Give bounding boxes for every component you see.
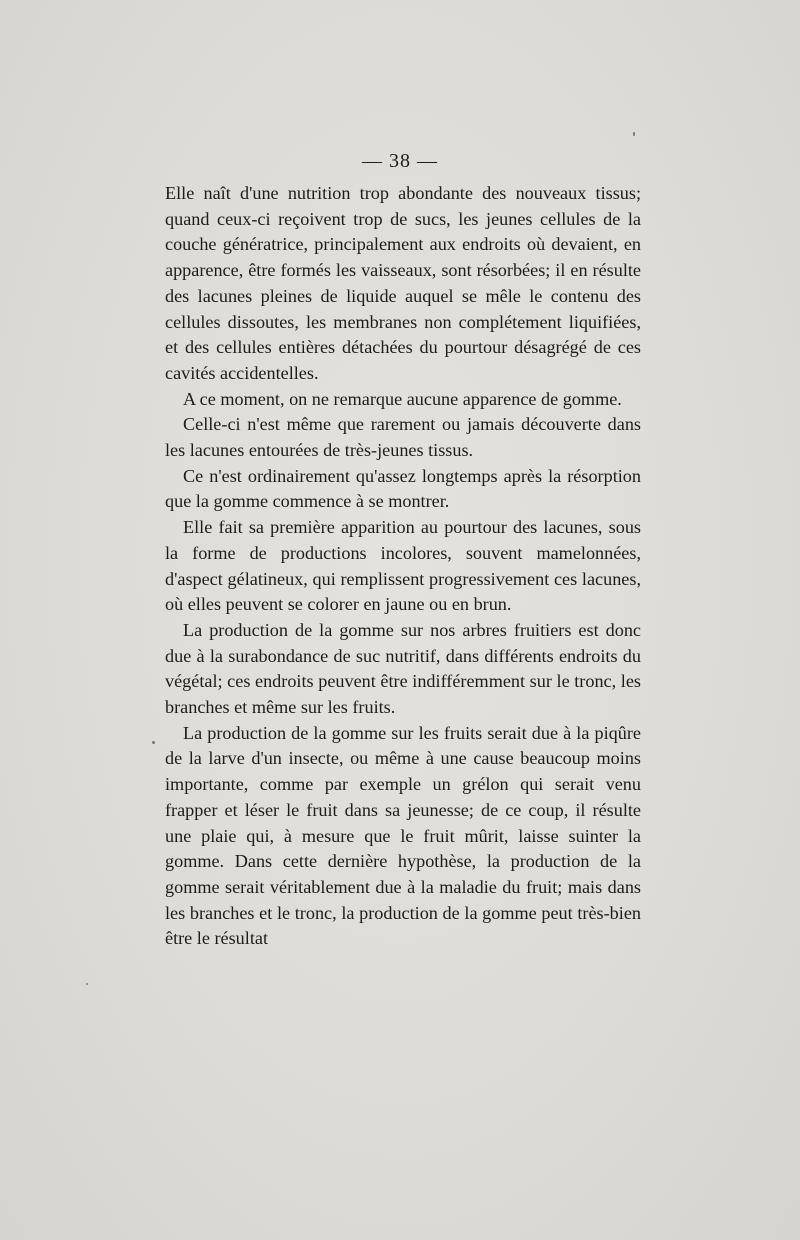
paragraph: A ce moment, on ne remarque aucune apparence de gomme.: [183, 388, 622, 409]
paragraph: Elle naît d'une nutrition trop abondante des nouveaux tissus; quand ceux-ci reçoivent trop de sucs, les jeunes cellules de la couche génératrice, principalement aux endroits où devaient, en apparence, être formés les vaisseaux, sont résorbées; il en résulte des lacunes pleines de liquide auquel se mêle le contenu des cellules dissoutes, les membranes non complétement liquifiées, et des cellules entières détachées du pourtour désagrégé de ces cavités accidentelles.: [165, 183, 641, 383]
paragraph: La production de la gomme sur nos arbres fruitiers est donc due à la surabondance de suc nutritif, dans différents endroits du végétal; ces endroits peuvent être indifféremment sur le tronc, les branches et même sur les fruits.: [165, 619, 641, 718]
paragraph: La production de la gomme sur les fruits serait due à la piqûre de la larve d'un insecte, ou même à une cause beaucoup moins importante, comme par exemple un grélon qui serait venu frapper et léser le fruit dans sa jeunesse; de ce coup, il résulte une plaie qui, à mesure que le fruit mûrit, laisse suinter la gomme. Dans cette dernière hypothèse, la production de la gomme serait véritablement due à la maladie du fruit; mais dans les branches et le tronc, la production de la gomme peut très-bien être le résultat: [165, 722, 641, 949]
paper-speck: [152, 741, 155, 744]
paragraph: Celle-ci n'est même que rarement ou jamais découverte dans les lacunes entourées de très-jeunes tissus.: [165, 414, 641, 461]
body-text: [165, 181, 641, 952]
paragraph: Ce n'est ordinairement qu'assez longtemps après la résorption que la gomme commence à se montrer.: [165, 465, 641, 512]
paper-speck: [86, 983, 88, 985]
page-number: — 38 —: [362, 150, 438, 172]
paper-speck: [633, 132, 635, 136]
paragraph: Elle fait sa première apparition au pourtour des lacunes, sous la forme de productions incolores, souvent mamelonnées, d'aspect gélatineux, qui remplissent progressivement ces lacunes, où elles peuvent se colorer en jaune ou en brun.: [165, 517, 641, 615]
